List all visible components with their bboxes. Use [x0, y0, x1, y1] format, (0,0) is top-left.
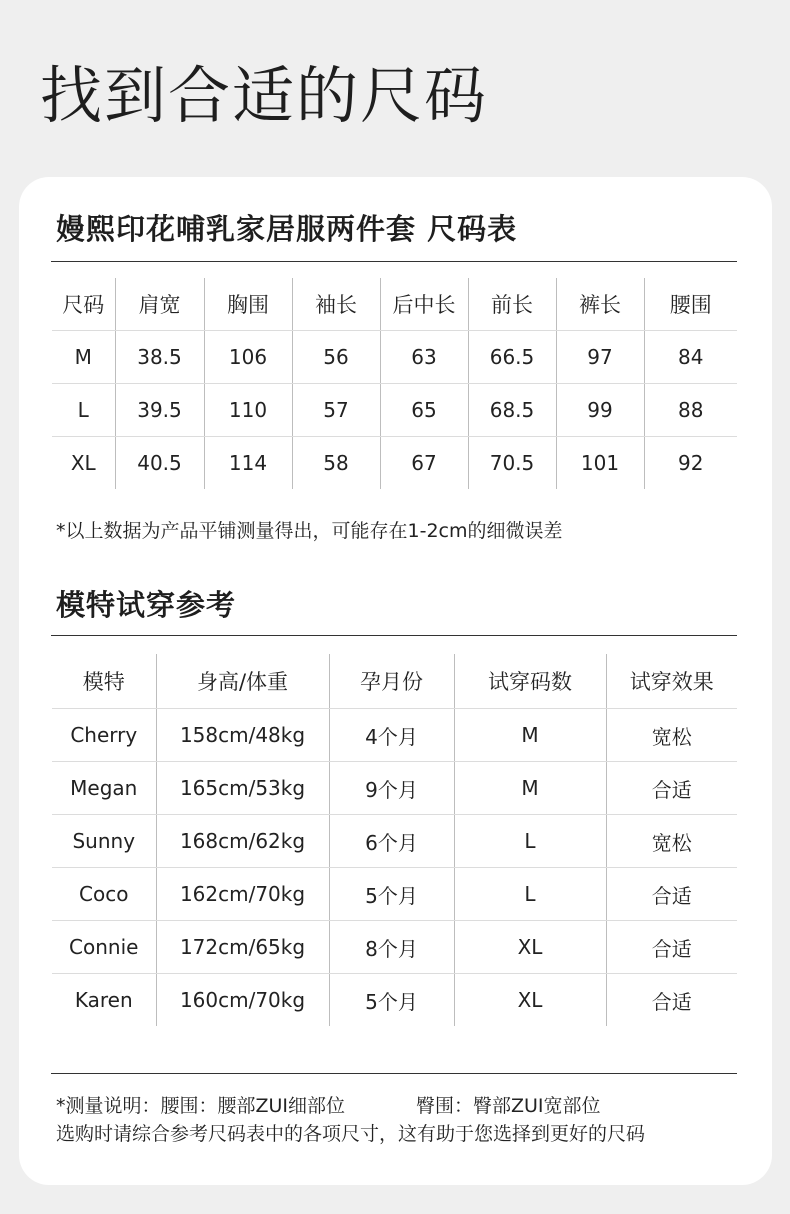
- table-cell: 40.5: [115, 437, 204, 490]
- table-cell: 66.5: [468, 331, 556, 384]
- header-pants-length: 裤长: [556, 278, 644, 331]
- table-cell: 162cm/70kg: [156, 868, 329, 921]
- table-row: [52, 331, 737, 384]
- table-row: [52, 974, 737, 1027]
- table-cell: 4个月: [329, 709, 454, 762]
- table-cell: L: [52, 384, 115, 437]
- header-back-length: 后中长: [380, 278, 468, 331]
- table-cell: 158cm/48kg: [156, 709, 329, 762]
- size-guide-card: [19, 177, 772, 1185]
- header-waist: 腰围: [644, 278, 737, 331]
- header-height-weight: 身高/体重: [156, 654, 329, 709]
- header-pregnancy-month: 孕月份: [329, 654, 454, 709]
- table-row: [52, 762, 737, 815]
- header-sleeve: 袖长: [292, 278, 380, 331]
- table-header-row: [52, 278, 737, 331]
- table-cell: 84: [644, 331, 737, 384]
- table-row: [52, 437, 737, 490]
- table-cell: 合适: [606, 921, 737, 974]
- table-cell: XL: [70, 451, 96, 475]
- size-chart-divider: [51, 261, 737, 262]
- model-fit-divider: [51, 635, 737, 636]
- table-cell: 110: [204, 384, 292, 437]
- table-row: [52, 709, 737, 762]
- table-cell: L: [454, 868, 606, 921]
- table-cell: Sunny: [52, 815, 156, 868]
- footnote-advice: 选购时请综合参考尺码表中的各项尺寸，这有助于您选择到更好的尺码: [56, 1123, 646, 1145]
- table-cell: Coco: [52, 868, 156, 921]
- table-row: [52, 868, 737, 921]
- table-cell: 168cm/62kg: [156, 815, 329, 868]
- table-cell: 56: [292, 331, 380, 384]
- table-cell: Karen: [74, 988, 133, 1012]
- size-chart-note: *以上数据为产品平铺测量得出，可能存在1-2cm的细微误差: [56, 520, 563, 542]
- table-cell: 5个月: [329, 974, 454, 1027]
- table-cell: 68.5: [468, 384, 556, 437]
- table-cell: 宽松: [606, 709, 737, 762]
- table-row: [52, 815, 737, 868]
- header-front-length: 前长: [468, 278, 556, 331]
- header-size: 尺码: [52, 278, 115, 331]
- table-cell: 58: [292, 437, 380, 490]
- table-cell: 165cm/53kg: [156, 762, 329, 815]
- table-cell: Connie: [52, 921, 156, 974]
- table-cell: 63: [380, 331, 468, 384]
- header-fit-size: 试穿码数: [454, 654, 606, 709]
- table-cell: Megan: [52, 762, 156, 815]
- header-fit-effect: 试穿效果: [606, 654, 737, 709]
- table-cell: 97: [556, 331, 644, 384]
- footnote-divider: [51, 1073, 737, 1074]
- table-cell: XL: [454, 921, 606, 974]
- table-cell: M: [454, 762, 606, 815]
- table-cell: Cherry: [52, 709, 156, 762]
- header-shoulder: 肩宽: [115, 278, 204, 331]
- table-row: [52, 921, 737, 974]
- table-cell: 6个月: [329, 815, 454, 868]
- table-cell: 38.5: [115, 331, 204, 384]
- table-cell: 合适: [606, 974, 737, 1027]
- table-cell: 9个月: [329, 762, 454, 815]
- size-chart-title: 嫚熙印花哺乳家居服两件套 尺码表: [56, 212, 518, 246]
- table-row: [52, 384, 737, 437]
- table-cell: 160cm/70kg: [156, 974, 329, 1027]
- table-cell: 5个月: [329, 868, 454, 921]
- table-cell: 合适: [606, 868, 737, 921]
- page-title: 找到合适的尺码: [40, 59, 489, 132]
- table-cell: 99: [556, 384, 644, 437]
- table-cell: 88: [644, 384, 737, 437]
- footnote-hip: 臀围：臀部ZUI宽部位: [416, 1095, 601, 1117]
- table-cell: 114: [204, 437, 292, 490]
- footnote-waist: *测量说明：腰围：腰部ZUI细部位: [56, 1095, 346, 1117]
- table-cell: 8个月: [329, 921, 454, 974]
- table-header-row: [52, 654, 737, 709]
- model-fit-table: [52, 654, 737, 1026]
- table-cell: M: [454, 709, 606, 762]
- table-cell: 106: [204, 331, 292, 384]
- table-cell: 合适: [606, 762, 737, 815]
- size-chart-table: [52, 278, 737, 489]
- header-chest: 胸围: [204, 278, 292, 331]
- model-fit-title: 模特试穿参考: [56, 588, 237, 622]
- table-cell: 70.5: [468, 437, 556, 490]
- table-cell: M: [52, 331, 115, 384]
- table-cell: L: [454, 815, 606, 868]
- table-cell: 101: [556, 437, 644, 490]
- header-model: 模特: [52, 654, 156, 709]
- table-cell: 57: [292, 384, 380, 437]
- table-cell: 宽松: [606, 815, 737, 868]
- table-cell: 172cm/65kg: [156, 921, 329, 974]
- table-cell: 39.5: [115, 384, 204, 437]
- table-cell: 67: [380, 437, 468, 490]
- table-cell: 65: [380, 384, 468, 437]
- table-cell: XL: [454, 974, 606, 1027]
- table-cell: 92: [644, 437, 737, 490]
